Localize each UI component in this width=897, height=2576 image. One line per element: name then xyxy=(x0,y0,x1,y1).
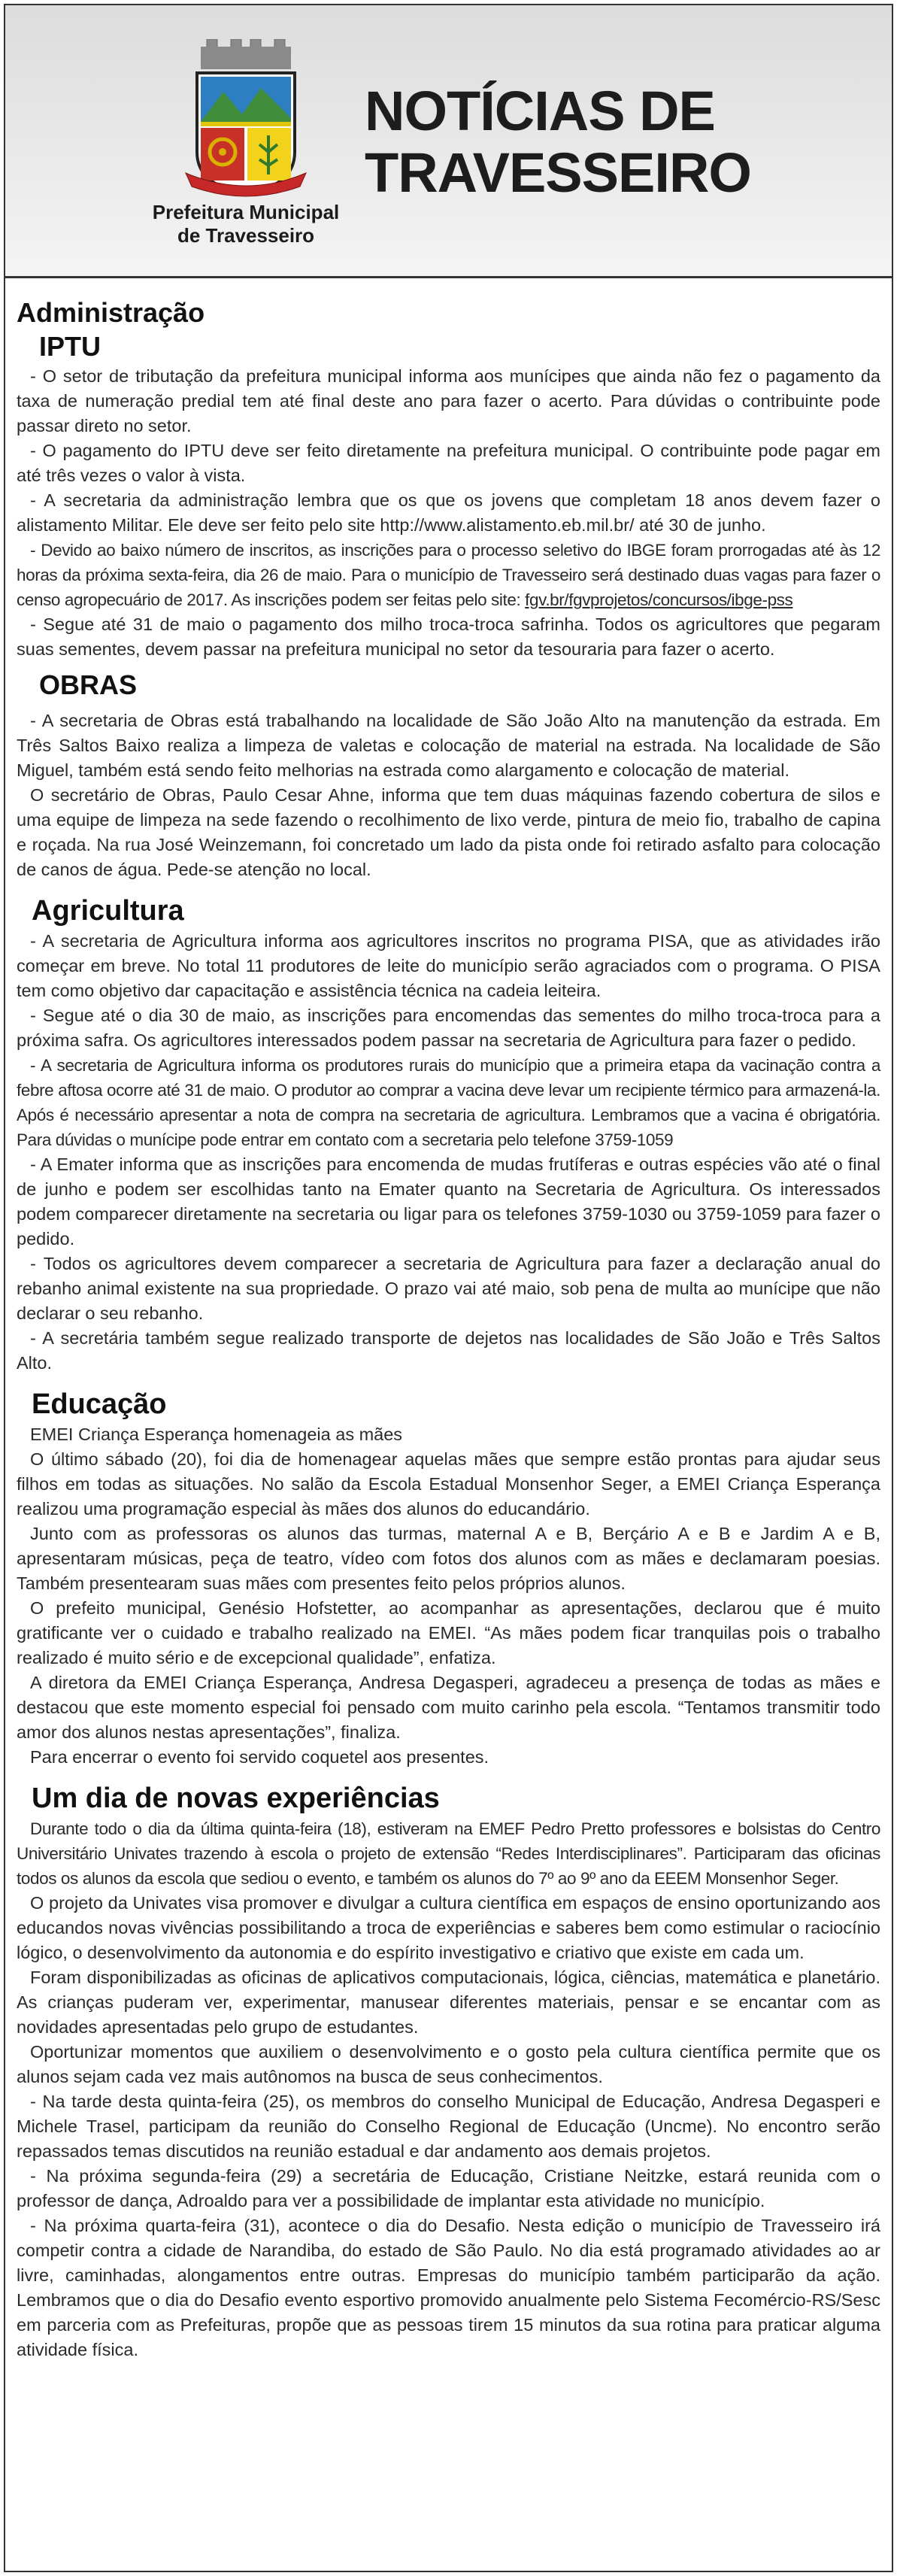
paragraph-ibge xyxy=(17,538,880,612)
section-heading-iptu: IPTU xyxy=(39,331,102,362)
paragraph: - O pagamento do IPTU deve ser feito diretamente na prefeitura municipal. O contribuinte pode pagar em até três vezes o valor à vista. xyxy=(17,441,880,485)
page-title-line1: NOTÍCIAS DE xyxy=(365,80,715,142)
paragraph: - O setor de tributação da prefeitura municipal informa aos munícipes que ainda não fez o pagamento da taxa de numeração predial tem até final deste ano para fazer o acerto. Para dúvidas o contribuinte pode passar direto no setor. xyxy=(17,366,880,435)
crest-caption-line2: de Travesseiro xyxy=(177,224,315,247)
paragraph: A diretora da EMEI Criança Esperança, Andresa Degasperi, agradeceu a presença de todas as mães e destacou que este momento especial foi pensado com muito carinho pela escola. “Tentamos transmitir todo amor dos alunos nestas apresentações”, finaliza. xyxy=(17,1673,880,1742)
section-heading-educacao: Educação xyxy=(32,1388,167,1420)
paragraph: - A secretaria de Agricultura informa os produtores rurais do município que a primeira etapa da vacinação contra a febre aftosa ocorre até 31 de maio. O produtor ao comprar a vacina deve levar um recipiente térmico para armazená-la. Após é necessário apresentar a nota de compra na secretaria de agricultura. Lembramos que a vacina é obrigatória. Para dúvidas o munícipe pode entrar em contato com a secretaria pelo telefone 3759-1059 xyxy=(17,1056,880,1149)
page-title-line2: TRAVESSEIRO xyxy=(365,141,751,204)
masthead xyxy=(5,5,892,278)
paragraph: Para encerrar o evento foi servido coquetel aos presentes. xyxy=(30,1747,489,1767)
paragraph: O último sábado (20), foi dia de homenagear aquelas mães que sempre estão prontas para ajudar seus filhos em todas as situações. No salão da Escola Estadual Monsenhor Seger, a EMEI Criança Esperança realizou uma programação especial às mães dos alunos do educandário. xyxy=(17,1449,880,1519)
paragraph: Foram disponibilizadas as oficinas de aplicativos computacionais, lógica, ciências, matemática e planetário. As crianças puderam ver, experimentar, manusear diferentes materiais, pensar e se encantar com as novidades apresentadas pelo grupo de estudantes. xyxy=(17,1968,880,2037)
paragraph: - A secretaria da administração lembra que os que os jovens que completam 18 anos devem fazer o alistamento Militar. Ele deve ser feito pelo site http://www.alistamento.eb.mil.br/ até 30 de junho. xyxy=(17,490,880,535)
section-heading-agricultura: Agricultura xyxy=(32,895,184,927)
section-heading-experiencias: Um dia de novas experiências xyxy=(32,1783,440,1814)
municipal-coat-of-arms-icon xyxy=(171,39,321,197)
paragraph: O prefeito municipal, Genésio Hofstetter, ao acompanhar as apresentações, declarou que é muito gratificante ver o cuidado e trabalho realizado na EMEI. “As mães podem ficar tranquilas pois o trabalho realizado é muito sério e de excepcional qualidade”, enfatiza. xyxy=(17,1598,880,1667)
paragraph: - Na próxima quarta-feira (31), acontece o dia do Desafio. Nesta edição o município de Travesseiro irá competir contra a cidade de Narandiba, do estado de São Paulo. No dia está programado atividades ao ar livre, caminhadas, alongamentos entre outras. Empresas do município também participarão da ação. Lembramos que o dia do Desafio evento esportivo promovido anualmente pelo Sistema Fecomércio-RS/Sesc em parceria com as Prefeituras, propõe que as pessoas tirem 15 minutos da sua rotina para praticar alguma atividade física. xyxy=(17,2216,880,2359)
crest-caption-line1: Prefeitura Municipal xyxy=(152,201,340,223)
section-heading-administracao: Administração xyxy=(17,297,205,328)
paragraph: Durante todo o dia da última quinta-feira (18), estiveram na EMEF Pedro Pretto professores e bolsistas do Centro Universitário Univates trazendo à escola o projeto de extensão “Redes Interdisciplinares”. Participaram das oficinas todos os alunos da escola que sediou o evento, e também os alunos do 7º ao 9º ano da EEEM Monsenhor Seger. xyxy=(17,1819,880,1888)
newsletter-page xyxy=(4,4,893,2572)
paragraph: - A secretária também segue realizado transporte de dejetos nas localidades de São João e Três Saltos Alto. xyxy=(17,1328,880,1373)
paragraph: - A secretaria de Obras está trabalhando na localidade de São João Alto na manutenção da estrada. Em Três Saltos Baixo realiza a limpeza de valetas e colocação de material na estrada. Na localidade de São Miguel, também está sendo feito melhorias na estrada como alargamento e colocação de material. xyxy=(17,711,880,780)
crest-caption xyxy=(148,201,344,247)
paragraph: Oportunizar momentos que auxiliem o desenvolvimento e o gosto pela cultura científica permite que os alunos sejam cada vez mais autônomos na busca de seus conhecimentos. xyxy=(17,2042,880,2086)
article-body xyxy=(5,278,892,2362)
paragraph-text: - Devido ao baixo número de inscritos, as inscrições para o processo seletivo do IBGE foram prorrogadas até às 12 horas da próxima sexta-feira, dia 26 de maio. Para o município de Travesseiro será destinado duas vagas para fazer o censo agropecuário de 2017. As inscrições podem ser feitas pelo site: xyxy=(17,541,880,609)
paragraph: - Segue até o dia 30 de maio, as inscrições para encomendas das sementes do milho troca-troca para a próxima safra. Os agricultores interessados podem passar na secretaria de Agricultura para fazer o pedido. xyxy=(17,1006,880,1050)
paragraph: O projeto da Univates visa promover e divulgar a cultura científica em espaços de ensino oportunizando aos educandos novas vivências possibilitando a troca de experiências e saberes bem como estimular o raciocínio lógico, o desenvolvimento da autonomia e do espírito investigativo e criativo que existe em cada um. xyxy=(17,1893,880,1962)
paragraph: Junto com as professoras os alunos das turmas, maternal A e B, Berçário A e B e Jardim A e B, apresentaram músicas, peça de teatro, vídeo com fotos dos alunos com as mães e declamaram poesias. Também presentearam suas mães com presentes feito pelos próprios alunos. xyxy=(17,1524,880,1593)
section-heading-obras: OBRAS xyxy=(39,669,138,700)
article-subtitle: EMEI Criança Esperança homenageia as mães xyxy=(30,1425,403,1444)
paragraph: - Todos os agricultores devem comparecer a secretaria de Agricultura para fazer a declaração anual do rebanho animal existente na sua propriedade. O prazo vai até maio, sob pena de multa ao munícipe que não declarar o seu rebanho. xyxy=(17,1254,880,1323)
paragraph: - A secretaria de Agricultura informa aos agricultores inscritos no programa PISA, que as atividades irão começar em breve. No total 11 produtores de leite do município serão agraciados com o programa. O PISA tem como objetivo dar capacitação e assistência técnica na cadeia leiteira. xyxy=(17,931,880,1000)
paragraph: - Na tarde desta quinta-feira (25), os membros do conselho Municipal de Educação, Andresa Degasperi e Michele Trasel, participam da reunião do Conselho Regional de Educação (Uncme). No encontro serão repassados temas discutidos na reunião estadual e dar andamento aos demais projetos. xyxy=(17,2092,880,2161)
paragraph: - Na próxima segunda-feira (29) a secretária de Educação, Cristiane Neitzke, estará reunida com o professor de dança, Adroaldo para ver a possibilidade de implantar esta atividade no município. xyxy=(17,2166,880,2210)
page-title xyxy=(365,80,786,204)
paragraph: - Segue até 31 de maio o pagamento dos milho troca-troca safrinha. Todos os agricultores que pegaram suas sementes, devem passar na prefeitura municipal no setor da tesouraria para fazer o acerto. xyxy=(17,614,880,659)
ibge-link[interactable]: fgv.br/fgvprojetos/concursos/ibge-pss xyxy=(525,590,793,609)
paragraph: - A Emater informa que as inscrições para encomenda de mudas frutíferas e outras espécies vão até o final de junho e podem ser escolhidas tanto na Emater quanto na Secretaria de Agricultura. Os interessados podem comparecer diretamente na secretaria ou ligar para os telefones 3759-1030 ou 3759-1059 para fazer o pedido. xyxy=(17,1154,880,1249)
paragraph: O secretário de Obras, Paulo Cesar Ahne, informa que tem duas máquinas fazendo cobertura de silos e uma equipe de limpeza na sede fazendo o recolhimento de lixo verde, pintura de meio fio, trabalho de capina e roçada. Na rua José Weinzemann, foi concretado um lado da pista onde foi retirado asfalto para colocação de canos de água. Pede-se atenção no local. xyxy=(17,785,880,879)
